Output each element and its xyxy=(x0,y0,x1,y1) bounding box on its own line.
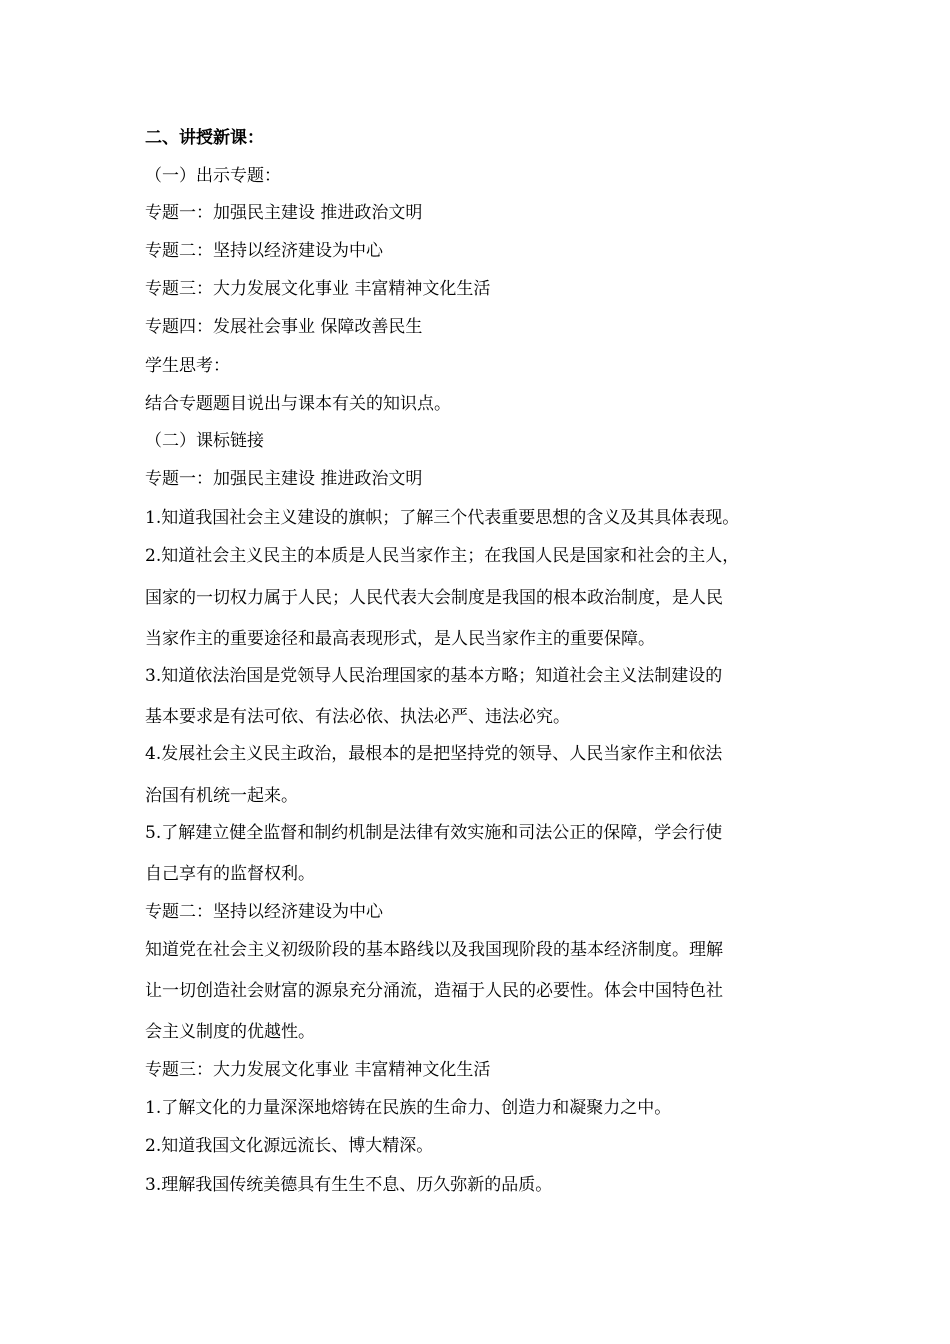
paragraph-line: 3.知道依法治国是党领导人民治理国家的基本方略；知道社会主义法制建设的 xyxy=(145,666,723,686)
paragraph-line: 2.知道社会主义民主的本质是人民当家作主；在我国人民是国家和社会的主人， xyxy=(145,546,740,566)
paragraph-line: 3.理解我国传统美德具有生生不息、历久弥新的品质。 xyxy=(145,1175,553,1195)
topic-line: 专题四：发展社会事业 保障改善民生 xyxy=(145,317,423,337)
topic-line: 专题三：大力发展文化事业 丰富精神文化生活 xyxy=(145,1060,491,1080)
topic-line: 专题一：加强民主建设 推进政治文明 xyxy=(145,469,423,489)
paragraph-line: 基本要求是有法可依、有法必依、执法必严、违法必究。 xyxy=(145,707,570,727)
topic-line: 专题一：加强民主建设 推进政治文明 xyxy=(145,203,423,223)
paragraph-line: 让一切创造社会财富的源泉充分涌流，造福于人民的必要性。体会中国特色社 xyxy=(145,981,723,1001)
section-heading: 二、讲授新课： xyxy=(145,128,264,148)
paragraph-line: 5.了解建立健全监督和制约机制是法律有效实施和司法公正的保障，学会行使 xyxy=(145,823,723,843)
paragraph-line: 会主义制度的优越性。 xyxy=(145,1022,315,1042)
paragraph-line: 当家作主的重要途径和最高表现形式，是人民当家作主的重要保障。 xyxy=(145,629,655,649)
paragraph-line: 2.知道我国文化源远流长、博大精深。 xyxy=(145,1136,434,1156)
paragraph-line: 治国有机统一起来。 xyxy=(145,786,298,806)
paragraph-line: 知道党在社会主义初级阶段的基本路线以及我国现阶段的基本经济制度。理解 xyxy=(145,940,723,960)
subsection-title: （一）出示专题： xyxy=(145,166,281,186)
paragraph-line: 结合专题题目说出与课本有关的知识点。 xyxy=(145,394,451,414)
topic-line: 专题二：坚持以经济建设为中心 xyxy=(145,902,383,922)
paragraph-line: 国家的一切权力属于人民；人民代表大会制度是我国的根本政治制度，是人民 xyxy=(145,588,723,608)
topic-line: 专题三：大力发展文化事业 丰富精神文化生活 xyxy=(145,279,491,299)
paragraph-line: 4.发展社会主义民主政治，最根本的是把坚持党的领导、人民当家作主和依法 xyxy=(145,744,723,764)
subsection-title: （二）课标链接 xyxy=(145,431,264,451)
paragraph-line: 1.了解文化的力量深深地熔铸在民族的生命力、创造力和凝聚力之中。 xyxy=(145,1098,672,1118)
paragraph-line: 自己享有的监督权利。 xyxy=(145,864,315,884)
topic-line: 专题二：坚持以经济建设为中心 xyxy=(145,241,383,261)
paragraph-line: 学生思考： xyxy=(145,356,230,376)
paragraph-line: 1.知道我国社会主义建设的旗帜；了解三个代表重要思想的含义及其具体表现。 xyxy=(145,508,740,528)
